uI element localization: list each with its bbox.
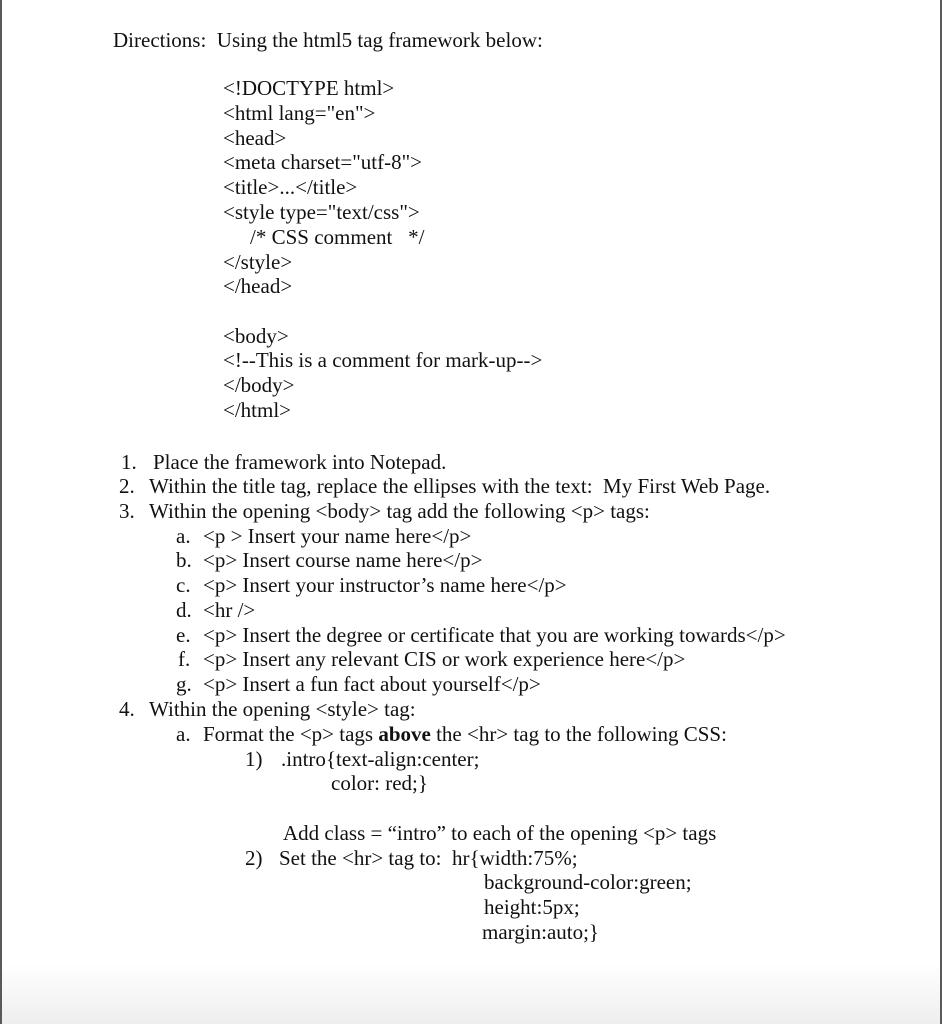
css-hr-line-4: margin:auto;} — [482, 920, 600, 944]
css-intro-line-1: .intro{text-align:center; — [281, 747, 480, 771]
sub-item-text: <p> Insert course name here</p> — [203, 548, 483, 572]
directions-heading: Directions: Using the html5 tag framework below: — [113, 28, 543, 52]
sub-item-text: <p> Insert your instructor’s name here</p> — [203, 573, 567, 597]
sub-item-letter: g. — [176, 672, 192, 696]
sub-item-letter: e. — [176, 623, 191, 647]
framework-line: </html> — [223, 398, 292, 422]
sub-item-text: <p> Insert a fun fact about yourself</p> — [203, 672, 541, 696]
css-item-number: 1) — [245, 747, 263, 771]
framework-line: <!DOCTYPE html> — [223, 76, 395, 100]
step-4a-bold: above — [378, 722, 431, 746]
framework-line: <head> — [223, 126, 287, 150]
sub-item-letter: c. — [176, 573, 191, 597]
step-1-text: Place the framework into Notepad. — [153, 450, 447, 474]
framework-line: /* CSS comment */ — [250, 225, 425, 249]
sub-item-text: <p> Insert the degree or certificate that you are working towards</p> — [203, 623, 786, 647]
step-2-text: Within the title tag, replace the ellipses with the text: My First Web Page. — [149, 474, 771, 498]
css-item-number: 2) — [245, 846, 263, 870]
sub-item-letter: a. — [176, 722, 191, 746]
css-intro-line-2: color: red;} — [331, 771, 428, 795]
framework-line: </style> — [223, 250, 293, 274]
step-number: 2. — [119, 474, 135, 498]
framework-line: <!--This is a comment for mark-up--> — [223, 348, 543, 372]
framework-line: <html lang="en"> — [223, 101, 376, 125]
sub-item-letter: a. — [176, 524, 191, 548]
css-hr-line-2: background-color:green; — [484, 870, 692, 894]
step-4a-pre: Format the <p> tags — [203, 722, 379, 746]
add-class-note: Add class = “intro” to each of the opening <p> tags — [283, 821, 717, 845]
step-number: 4. — [119, 697, 135, 721]
framework-line: <style type="text/css"> — [223, 200, 420, 224]
sub-item-letter: d. — [176, 598, 192, 622]
page-border-left — [0, 0, 2, 1024]
step-number: 1. — [121, 450, 137, 474]
step-4a-post: the <hr> tag to the following CSS: — [430, 722, 727, 746]
step-number: 3. — [119, 499, 135, 523]
step-3-text: Within the opening <body> tag add the following <p> tags: — [149, 499, 650, 523]
framework-line: <title>...</title> — [223, 175, 358, 199]
framework-line: </head> — [223, 274, 293, 298]
css-hr-line-3: height:5px; — [484, 895, 580, 919]
css-hr-label: Set the <hr> tag to: hr{width:75%; — [279, 846, 578, 870]
sub-item-text: <p > Insert your name here</p> — [203, 524, 472, 548]
step-4a-text — [203, 722, 727, 746]
page-bottom-shade — [2, 964, 940, 1024]
sub-item-letter: f. — [178, 647, 191, 671]
framework-line: <body> — [223, 324, 289, 348]
step-4-text: Within the opening <style> tag: — [149, 697, 416, 721]
framework-line: </body> — [223, 373, 295, 397]
sub-item-text: <hr /> — [203, 598, 256, 622]
sub-item-letter: b. — [176, 548, 192, 572]
framework-line: <meta charset="utf-8"> — [223, 150, 423, 174]
sub-item-text: <p> Insert any relevant CIS or work experience here</p> — [203, 647, 686, 671]
